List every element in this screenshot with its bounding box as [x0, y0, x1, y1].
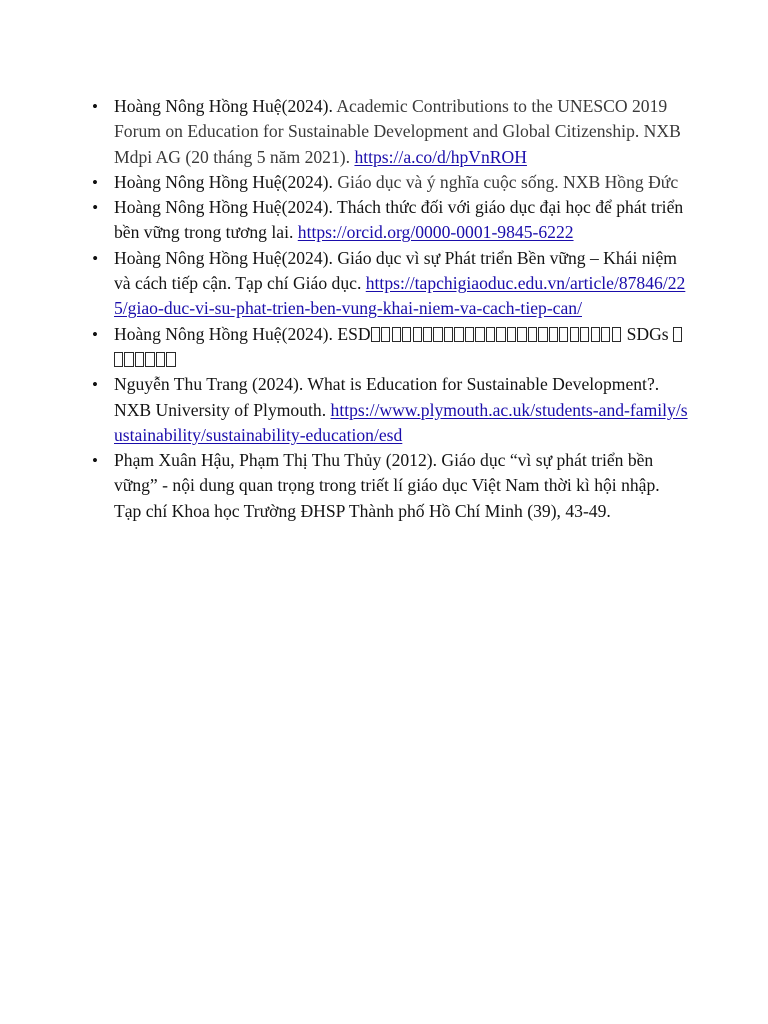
reference-author: Hoàng Nông Hồng Huệ(2024). — [114, 323, 333, 344]
missing-glyph-run — [371, 324, 623, 344]
bullet-icon: • — [92, 198, 98, 218]
reference-link[interactable]: https://orcid.org/0000-0001-9845-6222 — [297, 222, 574, 243]
missing-glyph-icon — [507, 327, 516, 342]
reference-text: ESD — [332, 323, 371, 344]
reference-list — [88, 94, 688, 524]
missing-glyph-icon — [114, 352, 123, 367]
missing-glyph-icon — [381, 327, 390, 342]
bullet-icon: • — [92, 97, 98, 116]
missing-glyph-icon — [156, 352, 165, 367]
reference-text: Thách thức đối với giáo dục đại học để phát triển bền vững trong tương lai. — [114, 197, 684, 243]
missing-glyph-icon — [402, 327, 411, 342]
reference-text: Giáo dục vì sự Phát triển Bền vững – Khái niệm và cách tiếp cận. Tạp chí Giáo dục. — [114, 247, 677, 294]
missing-glyph-icon — [423, 327, 432, 342]
reference-link[interactable]: https://a.co/d/hpVnROH — [354, 146, 527, 167]
missing-glyph-icon — [371, 327, 380, 342]
missing-glyph-icon — [591, 327, 600, 342]
reference-author: Phạm Xuân Hậu, Phạm Thị Thu Thủy (2012). — [114, 450, 438, 471]
reference-item — [88, 246, 688, 322]
reference-link[interactable]: https://tapchigiaoduc.edu.vn/article/87846/225/giao-duc-vi-su-phat-trien-ben-vung-khai-niem-va-cach-tiep-can/ — [114, 273, 686, 319]
reference-item — [88, 170, 688, 195]
bullet-icon: • — [92, 375, 98, 395]
bullet-icon: • — [92, 324, 98, 344]
reference-text: Giáo dục và ý nghĩa cuộc sống. NXB Hồng Đức — [332, 171, 679, 192]
missing-glyph-icon — [135, 352, 144, 367]
reference-author: Hoàng Nông Hồng Huệ(2024). — [114, 96, 333, 116]
missing-glyph-icon — [166, 352, 175, 367]
missing-glyph-icon — [528, 327, 537, 342]
reference-author: Nguyễn Thu Trang (2024). — [114, 374, 304, 395]
missing-glyph-icon — [559, 327, 568, 342]
missing-glyph-icon — [475, 327, 484, 342]
missing-glyph-icon — [486, 327, 495, 342]
missing-glyph-icon — [496, 327, 505, 342]
missing-glyph-icon — [580, 327, 589, 342]
missing-glyph-icon — [549, 327, 558, 342]
missing-glyph-icon — [601, 327, 610, 342]
missing-glyph-icon — [517, 327, 526, 342]
reference-item — [88, 322, 688, 373]
missing-glyph-icon — [465, 327, 474, 342]
missing-glyph-icon — [538, 327, 547, 342]
missing-glyph-icon — [433, 327, 442, 342]
missing-glyph-icon — [673, 327, 682, 342]
reference-text: Giáo dục “vì sự phát triển bền vững” - nội dung quan trọng trong triết lí giáo dục Việt Nam thời kì hội nhập. Tạp chí Khoa học Trường ĐHSP Thành phố Hồ Chí Minh (39), 43-49. — [114, 450, 660, 521]
reference-text: Academic Contributions to the UNESCO 2019 Forum on Education for Sustainable Development and Global Citizenship. NXB Mdpi AG (20 tháng 5 năm 2021). — [114, 96, 681, 167]
missing-glyph-icon — [124, 352, 133, 367]
reference-author: Hoàng Nông Hồng Huệ(2024). — [114, 247, 333, 268]
reference-item — [88, 195, 688, 246]
missing-glyph-icon — [612, 327, 621, 342]
missing-glyph-icon — [413, 327, 422, 342]
missing-glyph-icon — [444, 327, 453, 342]
reference-item — [88, 372, 688, 448]
bullet-icon: • — [92, 248, 98, 268]
bullet-icon: • — [92, 172, 98, 192]
reference-text-suffix: SDGs — [622, 323, 674, 344]
reference-item — [88, 94, 688, 170]
reference-author: Hoàng Nông Hồng Huệ(2024). — [114, 171, 333, 192]
reference-author: Hoàng Nông Hồng Huệ(2024). — [114, 197, 333, 218]
missing-glyph-icon — [392, 327, 401, 342]
missing-glyph-icon — [454, 327, 463, 342]
reference-text: What is Education for Sustainable Development?. NXB University of Plymouth. — [114, 374, 660, 420]
reference-item — [88, 448, 688, 524]
reference-link[interactable]: https://www.plymouth.ac.uk/students-and-family/sustainability/sustainability-education/esd — [114, 399, 688, 445]
missing-glyph-icon — [145, 352, 154, 367]
missing-glyph-icon — [570, 327, 579, 342]
bullet-icon: • — [92, 451, 98, 471]
